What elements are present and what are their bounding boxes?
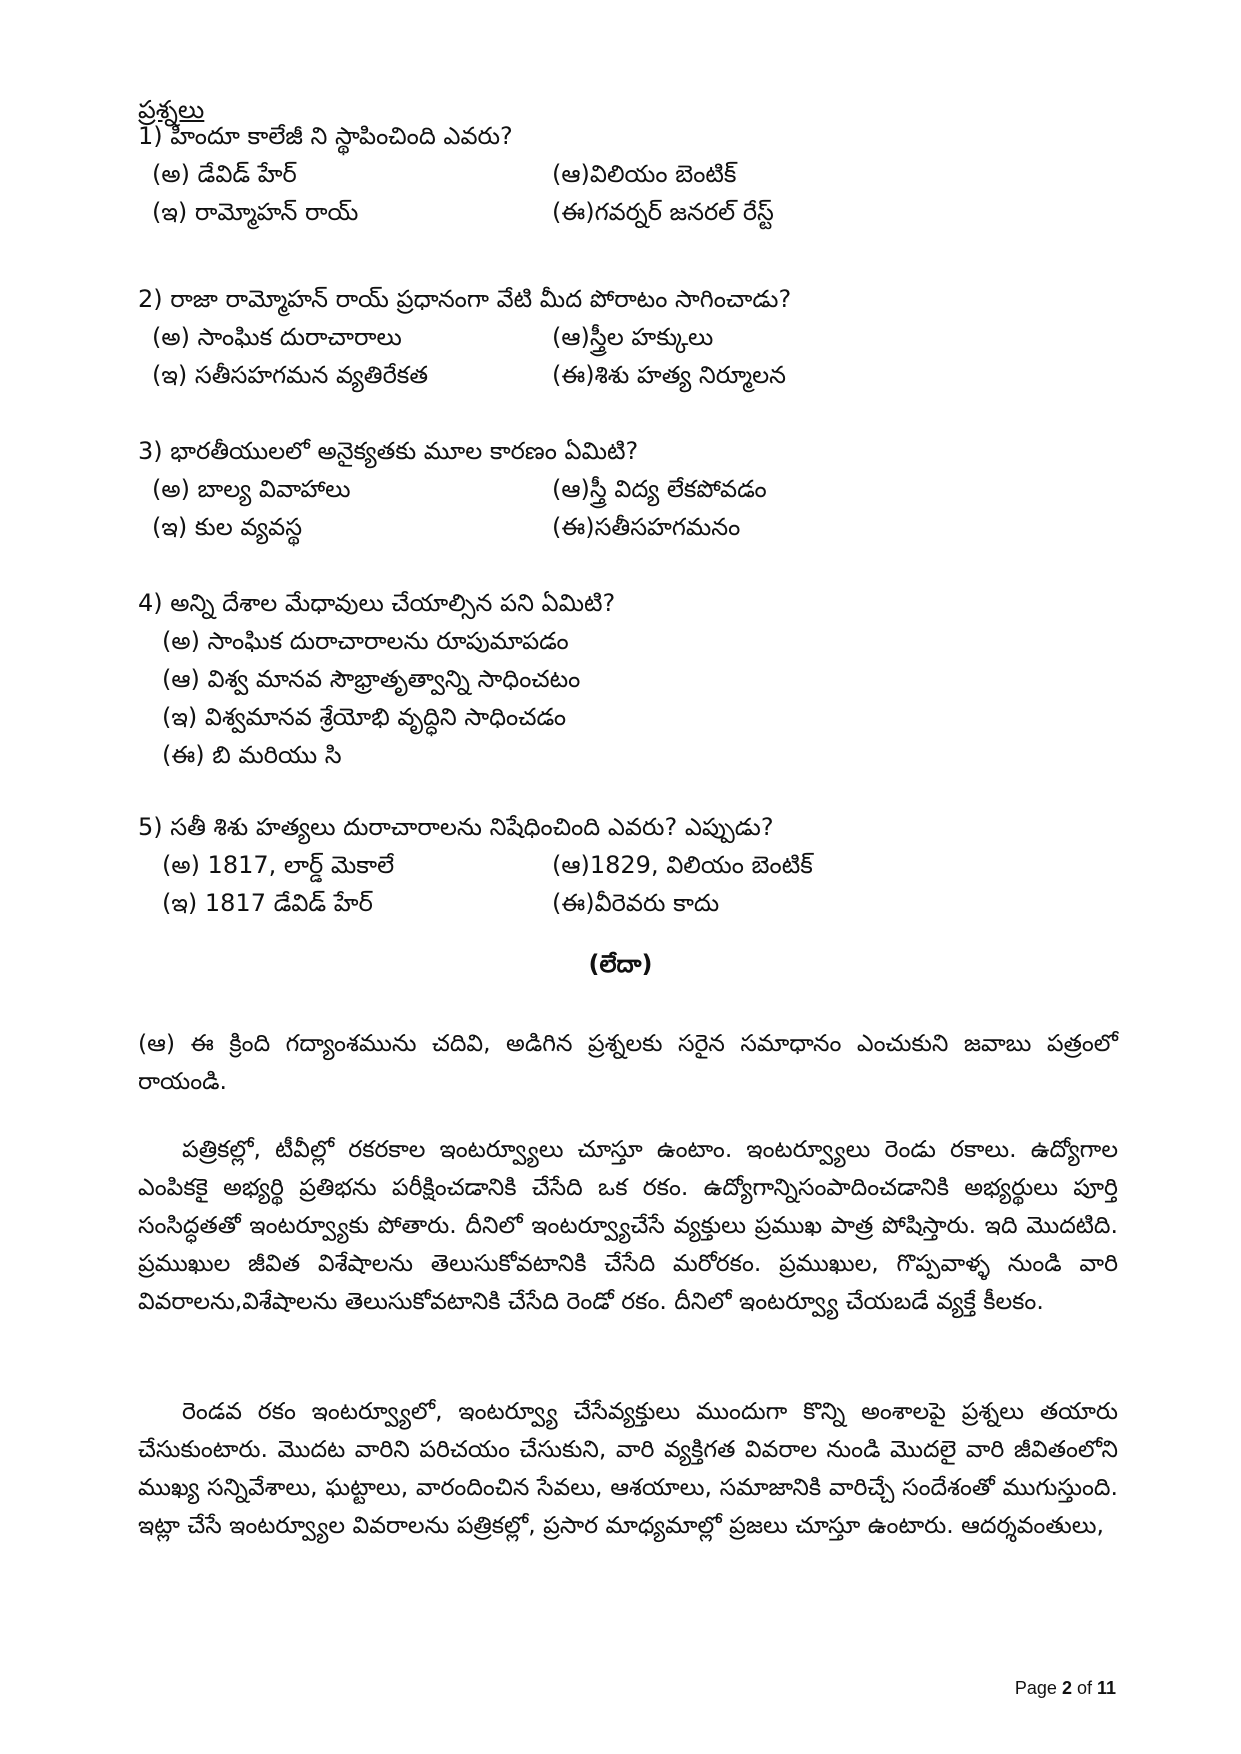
option-a: (అ) డేవిడ్ హేర్: [152, 160, 297, 188]
option-ii: (ఈ)వీరెవరు కాదు: [552, 889, 720, 917]
question-3: [138, 432, 1128, 546]
section-heading: ప్రశ్నలు: [138, 95, 205, 124]
option-aa: (ఆ)1829, విలియం బెంటిక్: [552, 851, 813, 879]
option-ii: (ఈ) బి మరియు సి: [162, 741, 342, 769]
question-4: [138, 584, 1128, 774]
question-text: 4) అన్ని దేశాల మేధావులు చేయాల్సిన పని ఏమిటి?: [138, 589, 616, 617]
passage-paragraph-1: పత్రికల్లో, టీవీల్లో రకరకాల ఇంటర్వ్యూలు చూస్తూ ఉంటాం. ఇంటర్వ్యూలు రెండు రకాలు. ఉద్యోగాల ఎంపికకై అభ్యర్థి ప్రతిభను పరీక్షించడానికి చేసేది ఒక రకం. ఉద్యోగాన్నిసంపాదించడానికి అభ్యర్థులు పూర్తి సంసిద్ధతతో ఇంటర్వ్యూకు పోతారు. దీనిలో ఇంటర్వ్యూచేసే వ్యక్తులు ప్రముఖ పాత్ర పోషిస్తారు. ఇది మొదటిది. ప్రముఖుల జీవిత విశేషాలను తెలుసుకోవటానికి చేసేది మరోరకం. ప్రముఖుల, గొప్పవాళ్ళ నుండి వారి వివరాలను,విశేషాలను తెలుసుకోవటానికి చేసేది రెండో రకం. దీనిలో ఇంటర్వ్యూ చేయబడే వ్యక్తే కీలకం.: [138, 1135, 1118, 1315]
option-aa: (ఆ)స్త్రీ విద్య లేకపోవడం: [552, 475, 767, 503]
options: [152, 318, 1128, 394]
option-ii: (ఈ)సతీసహగమనం: [552, 513, 741, 541]
option-ii: (ఈ)శిశు హత్య నిర్మూలన: [552, 361, 786, 389]
option-i: (ఇ) రామ్మోహన్ రాయ్: [152, 198, 359, 226]
option-i: (ఇ) 1817 డేవిడ్ హేర్: [162, 889, 373, 917]
options: [162, 622, 1128, 774]
option-a: (అ) సాంఘిక దురాచారాలు: [152, 323, 402, 351]
instruction-text: (ఆ) ఈ క్రింది గద్యాంశమును చదివి, అడిగిన ప్రశ్నలకు సరైన సమాధానం ఎంచుకుని జవాబు పత్రంలో రాయండి.: [138, 1029, 1118, 1095]
options: [152, 470, 1128, 546]
question-text: 5) సతీ శిశు హత్యలు దురాచారాలను నిషేధించింది ఎవరు? ఎప్పుడు?: [138, 813, 774, 841]
page-total: 11: [1096, 1678, 1116, 1698]
question-text: 2) రాజా రామ్మోహన్ రాయ్ ప్రధానంగా వేటి మీద పోరాటం సాగించాడు?: [138, 285, 792, 313]
option-aa: (ఆ) విశ్వ మానవ సౌభ్రాతృత్వాన్ని సాధించటం: [162, 665, 581, 693]
question-2: [138, 280, 1128, 394]
option-i: (ఇ) విశ్వమానవ శ్రేయోభి వృద్ధిని సాధించడం: [162, 703, 567, 731]
option-aa: (ఆ)విలియం బెంటిక్: [552, 160, 737, 188]
question-text: 1) హిందూ కాలేజీ ని స్థాపించింది ఎవరు?: [138, 122, 513, 150]
option-a: (అ) సాంఘిక దురాచారాలను రూపుమాపడం: [162, 627, 569, 655]
page-prefix: Page: [1014, 1678, 1062, 1698]
option-i: (ఇ) కుల వ్యవస్థ: [152, 513, 303, 541]
question-5: [138, 808, 1128, 922]
option-a: (అ) బాల్య వివాహాలు: [152, 475, 351, 503]
or-separator: (లేదా): [588, 950, 653, 978]
option-a: (అ) 1817, లార్డ్ మెకాలే: [162, 851, 395, 879]
question-1: [138, 117, 1128, 231]
option-aa: (ఆ)స్త్రీల హక్కులు: [552, 323, 714, 351]
option-ii: (ఈ)గవర్నర్ జనరల్ రేస్ట్: [552, 198, 774, 226]
options: [162, 846, 1128, 922]
options: [152, 155, 1128, 231]
page-of: of: [1071, 1678, 1097, 1698]
page-number: [1015, 1678, 1116, 1699]
passage-paragraph-2: రెండవ రకం ఇంటర్వ్యూలో, ఇంటర్వ్యూ చేసేవ్యక్తులు ముందుగా కొన్ని అంశాలపై ప్రశ్నలు తయారు చేసుకుంటారు. మొదట వారిని పరిచయం చేసుకుని, వారి వ్యక్తిగత వివరాల నుండి మొదలై వారి జీవితంలోని ముఖ్య సన్నివేశాలు, ఘట్టాలు, వారందించిన సేవలు, ఆశయాలు, సమాజానికి వారిచ్చే సందేశంతో ముగుస్తుంది. ఇట్లా చేసే ఇంటర్వ్యూల వివరాలను పత్రికల్లో, ప్రసార మాధ్యమాల్లో ప్రజలు చూస్తూ ఉంటారు. ఆదర్శవంతులు,: [138, 1397, 1118, 1539]
option-i: (ఇ) సతీసహగమన వ్యతిరేకత: [152, 361, 428, 389]
question-text: 3) భారతీయులలో అనైక్యతకు మూల కారణం ఏమిటి?: [138, 437, 639, 465]
page-current: 2: [1061, 1678, 1072, 1698]
